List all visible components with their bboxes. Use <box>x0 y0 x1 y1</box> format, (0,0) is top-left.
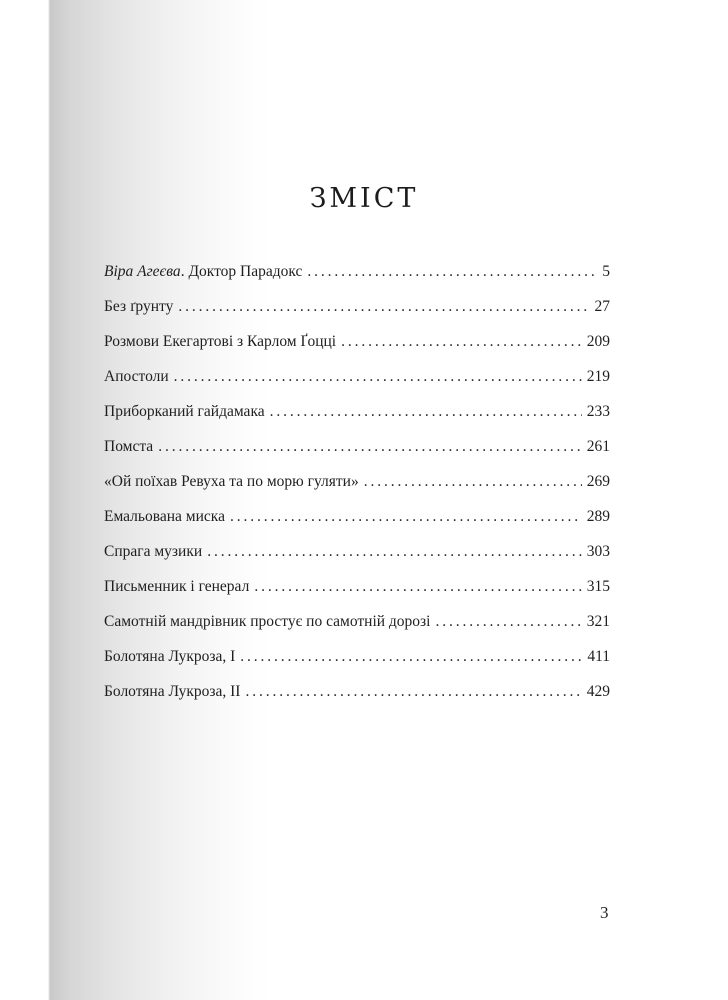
toc-entry-title: Спрага музики <box>104 543 203 560</box>
toc-entry-page: 429 <box>586 683 610 700</box>
toc-entry-title: Самотній мандрівник простує по самотній дорозі <box>104 613 431 630</box>
toc-entry-title: Приборканий гайдамака <box>104 403 265 420</box>
toc-entry <box>104 333 610 368</box>
dot-leader <box>178 298 589 316</box>
toc-entry <box>104 368 610 403</box>
toc-entry-title: Емальована миска <box>104 508 225 525</box>
dot-leader <box>307 263 597 281</box>
contents-title: ЗМІСТ <box>309 183 419 214</box>
toc-entry-page: 321 <box>586 613 610 630</box>
toc-entry <box>104 298 610 333</box>
dot-leader <box>174 368 582 386</box>
toc-entry-title: . Доктор Парадокс <box>180 263 303 280</box>
toc-entry <box>104 648 610 683</box>
page-number: 3 <box>600 903 609 922</box>
toc-entry <box>104 683 610 718</box>
dot-leader <box>436 613 582 631</box>
dot-leader <box>364 473 582 491</box>
toc-entry-title: Помста <box>104 438 154 455</box>
toc-entry-title: Болотяна Лукроза, І <box>104 648 236 665</box>
toc-entry <box>104 613 610 648</box>
toc-entry-page: 411 <box>587 648 610 665</box>
dot-leader <box>207 543 582 561</box>
toc-entry <box>104 403 610 438</box>
dot-leader <box>240 648 582 666</box>
toc-entry-page: 219 <box>586 368 610 385</box>
toc-entry-page: 261 <box>586 438 610 455</box>
table-of-contents <box>104 263 610 718</box>
toc-entry-title: Письменник і генерал <box>104 578 250 595</box>
dot-leader <box>158 438 582 456</box>
toc-entry-page: 315 <box>586 578 610 595</box>
dot-leader <box>341 333 582 351</box>
toc-entry <box>104 263 610 298</box>
toc-entry-title: Апостоли <box>104 368 169 385</box>
toc-entry <box>104 543 610 578</box>
toc-entry-page: 233 <box>586 403 610 420</box>
toc-entry <box>104 473 610 508</box>
toc-entry-page: 289 <box>586 508 610 525</box>
toc-entry-title: Без ґрунту <box>104 298 174 315</box>
toc-entry-author: Віра Агеєва <box>104 263 181 280</box>
toc-entry-page: 5 <box>602 263 610 280</box>
toc-entry-page: 269 <box>586 473 610 490</box>
toc-entry <box>104 438 610 473</box>
dot-leader <box>245 683 581 701</box>
toc-entry-page: 209 <box>586 333 610 350</box>
toc-entry-title: «Ой поїхав Ревуха та по морю гуляти» <box>104 473 359 490</box>
toc-entry-title: Болотяна Лукроза, ІІ <box>104 683 241 700</box>
toc-entry <box>104 508 610 543</box>
dot-leader <box>230 508 582 526</box>
dot-leader <box>254 578 581 596</box>
dot-leader <box>270 403 582 421</box>
toc-entry <box>104 578 610 613</box>
toc-entry-page: 27 <box>594 298 610 315</box>
toc-entry-page: 303 <box>586 543 610 560</box>
toc-entry-title: Розмови Екегартові з Карлом Ґоцці <box>104 333 337 350</box>
